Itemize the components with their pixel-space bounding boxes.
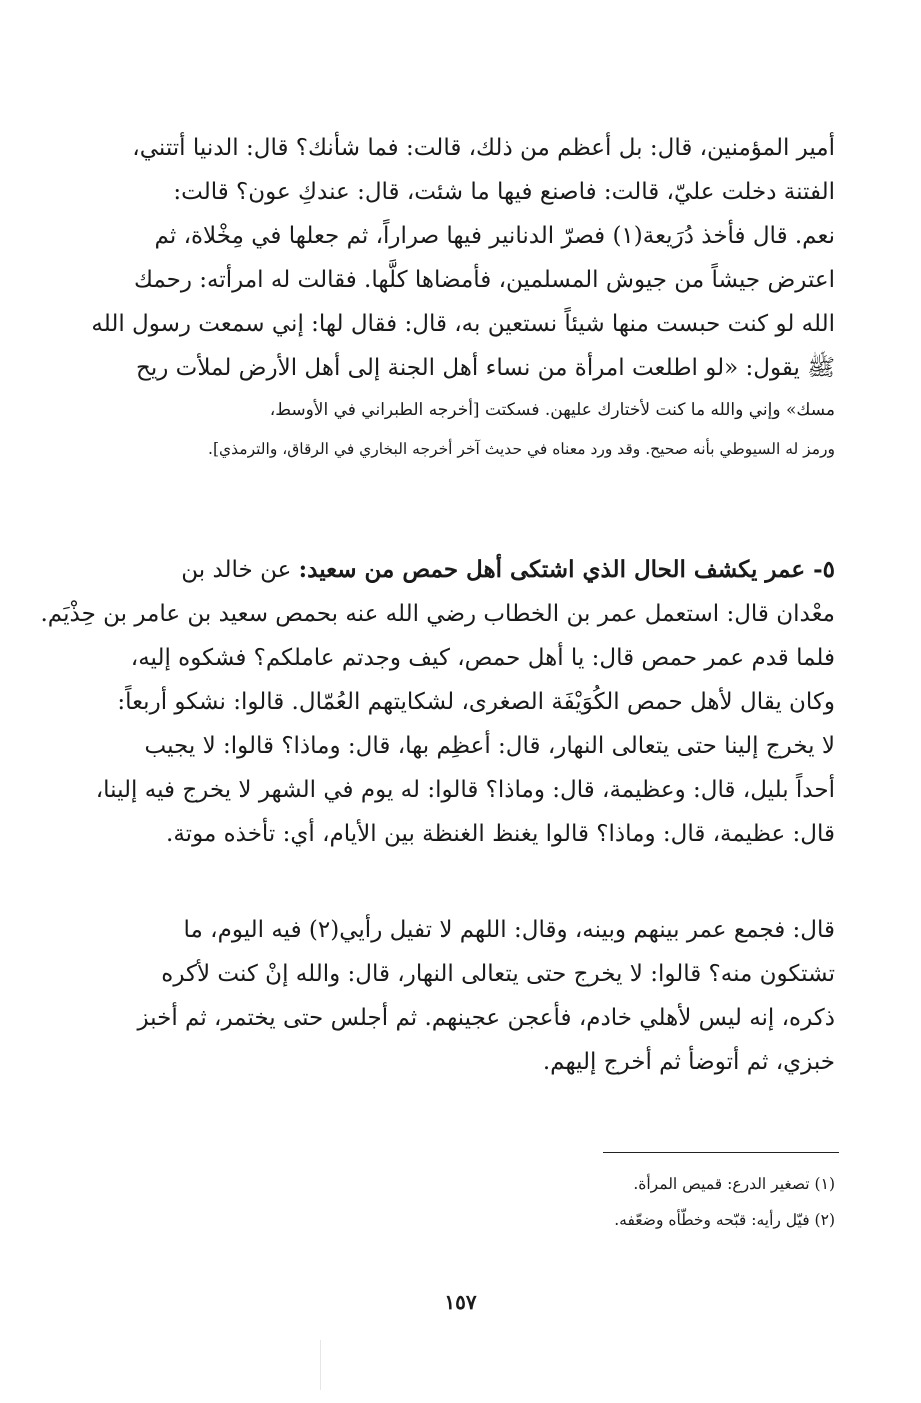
paragraph-line: ذكره، إنه ليس لأهلي خادم، فأعجن عجينهم. ثم أجلس حتى يختمر، ثم أخبز <box>137 1005 835 1031</box>
page-number: ١٥٧ <box>444 1290 477 1314</box>
paragraph-line: الفتنة دخلت عليّ، قالت: فاصنع فيها ما شئت، قال: عندكِ عون؟ قالت: <box>173 179 835 205</box>
paragraph-line: وكان يقال لأهل حمص الكُوَيْفَة الصغرى، لشكايتهم العُمّال. قالوا: نشكو أربعاً: <box>117 689 835 715</box>
paragraph-2 <box>40 548 835 856</box>
paragraph-line: مسك» وإني والله ما كنت لأختارك عليهن. فسكتت [أخرجه الطبراني في الأوسط، <box>269 400 835 420</box>
paragraph-line: قال: عظيمة، قال: وماذا؟ قالوا يغنظ الغنظة بين الأيام، أي: تأخذه موتة. <box>166 821 835 847</box>
paragraph-line: ورمز له السيوطي بأنه صحيح. وقد ورد معناه في حديث آخر أخرجه البخاري في الرقاق، والترمذي]. <box>208 440 835 458</box>
section-heading: ٥- عمر يكشف الحال الذي اشتكى أهل حمص من سعيد: <box>298 556 835 583</box>
heading-continuation: عن خالد بن <box>181 557 299 583</box>
footnote-divider <box>603 1152 839 1153</box>
paragraph-line: خبزي، ثم أتوضأ ثم أخرج إليهم. <box>542 1049 835 1075</box>
page-edge-mark <box>320 1340 321 1390</box>
paragraph-line: تشتكون منه؟ قالوا: لا يخرج حتى يتعالى النهار، قال: والله إنْ كنت لأكره <box>161 961 835 987</box>
paragraph-line: نعم. قال فأخذ دُرَيعة(١) فصرّ الدنانير فيها صراراً، ثم جعلها في مِخْلاة، ثم <box>154 223 835 249</box>
paragraph-line: أمير المؤمنين، قال: بل أعظم من ذلك، قالت: فما شأنك؟ قال: الدنيا أتتني، <box>132 135 835 161</box>
paragraph-line: معْدان قال: استعمل عمر بن الخطاب رضي الله عنه بحمص سعيد بن عامر بن حِذْيَم. <box>40 601 835 627</box>
paragraph-line: اعترض جيشاً من جيوش المسلمين، فأمضاها كلَّها. فقالت له امرأته: رحمك <box>133 267 835 293</box>
paragraph-line: فلما قدم عمر حمص قال: يا أهل حمص، كيف وجدتم عاملكم؟ فشكوه إليه، <box>130 645 835 671</box>
footnotes <box>400 1166 835 1238</box>
footnote-1: (١) تصغير الدرع: قميص المرأة. <box>633 1175 835 1193</box>
paragraph-line: ﷺ يقول: «لو اطلعت امرأة من نساء أهل الجنة إلى أهل الأرض لملأت ريح <box>136 355 835 381</box>
section-heading-line <box>110 548 835 592</box>
paragraph-line: الله لو كنت حبست منها شيئاً نستعين به، قال: فقال لها: إني سمعت رسول الله <box>91 311 835 337</box>
footnote-2: (٢) فيّل رأيه: قبّحه وخطّأه وضعّفه. <box>614 1211 835 1229</box>
paragraph-1 <box>91 126 835 468</box>
paragraph-line: لا يخرج إلينا حتى يتعالى النهار، قال: أعظِم بها، قال: وماذا؟ قالوا: لا يجيب <box>144 733 835 759</box>
paragraph-line: أحداً بليل، قال: وعظيمة، قال: وماذا؟ قالوا: له يوم في الشهر لا يخرج فيه إلينا، <box>95 777 835 803</box>
paragraph-3 <box>110 908 835 1084</box>
paragraph-line: قال: فجمع عمر بينهم وبينه، وقال: اللهم لا تفيل رأيي(٢) فيه اليوم، ما <box>183 917 835 943</box>
